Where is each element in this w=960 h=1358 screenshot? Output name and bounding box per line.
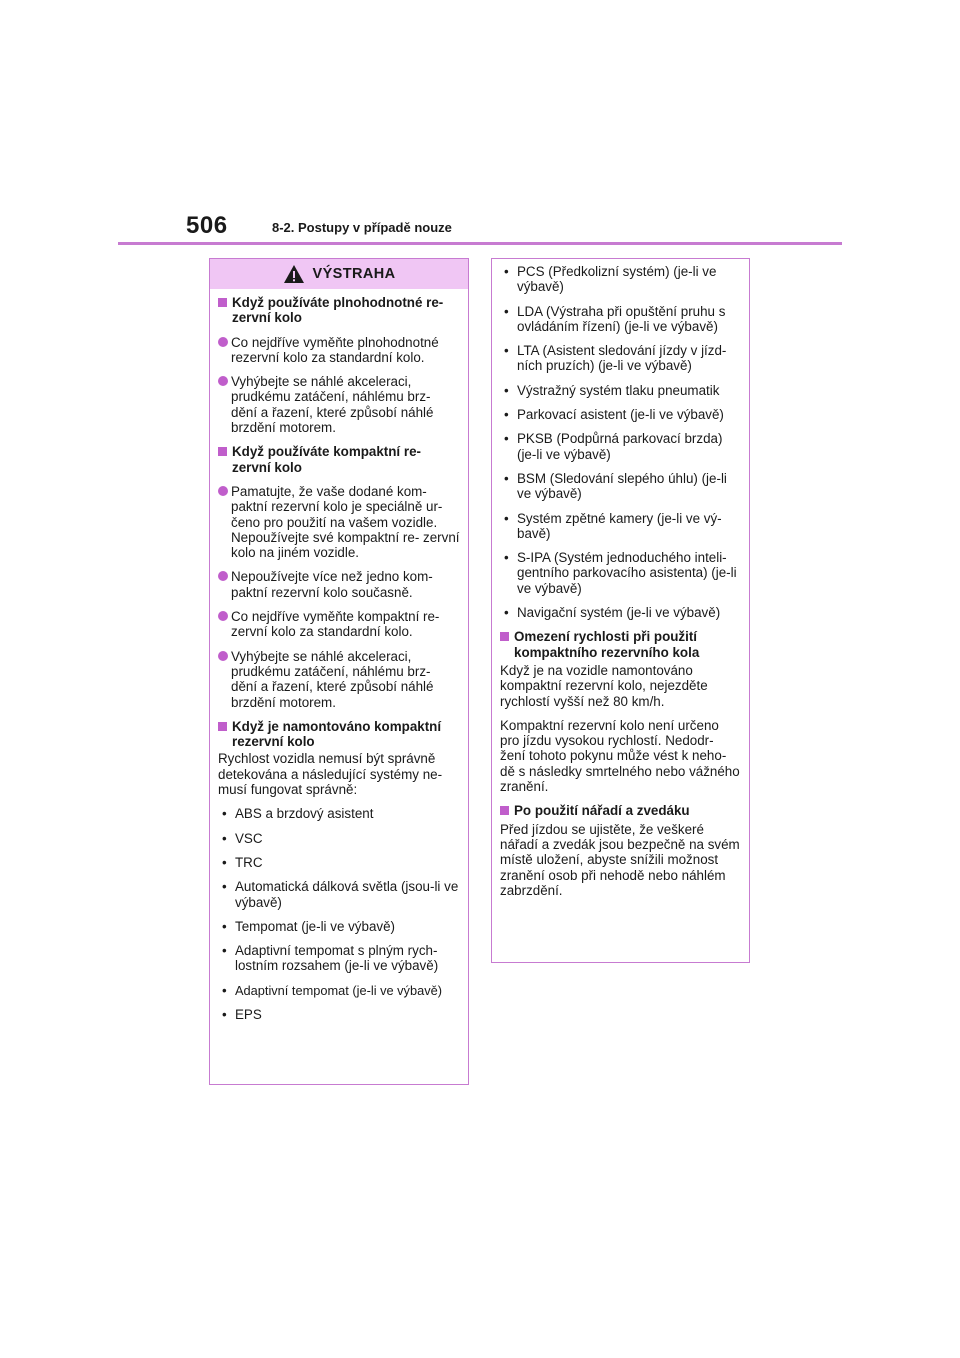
item-text: S-IPA (Systém jednoduchého inteli- gentního parkovacího asistenta) (je-li ve výbavě) — [517, 550, 737, 596]
section-heading — [218, 295, 460, 326]
item-text: Parkovací asistent (je-li ve výbavě) — [517, 407, 724, 423]
section-heading — [218, 719, 460, 750]
bullet-marker: • — [504, 605, 509, 621]
item-text: Navigační systém (je-li ve výbavě) — [517, 605, 721, 621]
heading-text: Když používáte plnohodnotné re- zervní kolo — [232, 295, 444, 326]
bullet-marker: • — [222, 982, 227, 998]
item-text: Systém zpětné kamery (je-li ve vý- bavě) — [517, 510, 722, 541]
bullet-marker: • — [222, 854, 227, 870]
bullet-marker: • — [222, 943, 227, 959]
bullet-marker: • — [504, 303, 509, 319]
bullet-marker: • — [504, 382, 509, 398]
bullet-marker: • — [222, 806, 227, 822]
system-list-item — [500, 550, 741, 596]
circle-marker-icon — [218, 486, 228, 496]
item-text: PKSB (Podpůrná parkovací brzda) (je-li ve výbavě) — [517, 431, 723, 462]
system-list-item — [218, 943, 460, 974]
warning-box — [209, 258, 469, 1085]
system-list-item — [500, 431, 741, 462]
warning-box-continued — [491, 258, 750, 963]
item-text: Automatická dálková světla (jsou-li ve výbavě) — [235, 879, 459, 910]
circle-marker-icon — [218, 337, 228, 347]
square-marker-icon — [218, 722, 227, 731]
item-text: EPS — [235, 1006, 262, 1022]
system-list-item — [500, 343, 741, 374]
bullet-marker: • — [504, 407, 509, 423]
right-content — [492, 259, 749, 898]
item-text: Vyhýbejte se náhlé akceleraci, prudkému zatáčení, náhlému brz- dění a řazení, které způsobí náhlé brzdění motorem. — [231, 374, 434, 436]
square-marker-icon — [218, 447, 227, 456]
system-list-item — [500, 383, 741, 398]
paragraph: Rychlost vozidla nemusí být správně detekována a následující systémy ne- musí fungovat správně: — [218, 751, 443, 798]
section-heading — [218, 444, 460, 475]
system-list-item — [218, 983, 460, 998]
item-text: LDA (Výstraha při opuštění pruhu s ovládáním řízení) (je-li ve výbavě) — [517, 303, 726, 334]
system-list-item — [218, 855, 460, 870]
bullet-marker: • — [504, 343, 509, 359]
bullet-marker: • — [504, 470, 509, 486]
system-list-item — [218, 831, 460, 846]
system-list-item — [218, 879, 460, 910]
warning-triangle-icon — [283, 264, 305, 284]
dot-list-item — [218, 374, 460, 435]
section-heading — [500, 629, 741, 660]
paragraph: Kompaktní rezervní kolo není určeno pro jízdu vysokou rychlostí. Nedodr- žení tohoto pokynu může vést k neho- dě s následky smrtelného nebo vážného zranění. — [500, 717, 740, 795]
item-text: Výstražný systém tlaku pneumatik — [517, 382, 720, 398]
warning-header — [210, 259, 468, 289]
item-text: Adaptivní tempomat (je-li ve výbavě) — [235, 982, 442, 998]
system-list-item — [500, 264, 741, 295]
item-text: VSC — [235, 830, 263, 846]
item-text: Vyhýbejte se náhlé akceleraci, prudkému zatáčení, náhlému brz- dění a řazení, které způsobí náhlé brzdění motorem. — [231, 648, 434, 710]
item-text: PCS (Předkolizní systém) (je-li ve výbavě) — [517, 264, 717, 295]
item-text: Tempomat (je-li ve výbavě) — [235, 918, 395, 934]
dot-list-item — [218, 609, 460, 640]
system-list-item — [500, 605, 741, 620]
left-content — [210, 289, 468, 1022]
section-title: 8-2. Postupy v případě nouze — [272, 220, 452, 235]
item-text: Pamatujte, že vaše dodané kom- paktní rezervní kolo je speciálně ur- čeno pro použití na vašem vozidle. Nepoužívejte své kompaktní re- zervní kolo na jiném vozidle. — [231, 483, 460, 561]
header-rule — [118, 242, 842, 245]
circle-marker-icon — [218, 651, 228, 661]
system-list-item — [500, 471, 741, 502]
circle-marker-icon — [218, 571, 228, 581]
item-text: Adaptivní tempomat s plným rych- lostním rozsahem (je-li ve výbavě) — [235, 943, 439, 974]
dot-list-item — [218, 569, 460, 600]
heading-text: Když používáte kompaktní re- zervní kolo — [232, 444, 421, 475]
heading-text: Když je namontováno kompaktní rezervní kolo — [232, 718, 442, 750]
dot-list-item — [218, 335, 460, 366]
bullet-marker: • — [504, 431, 509, 447]
system-list-item — [218, 1007, 460, 1022]
system-list-item — [500, 407, 741, 422]
system-list-item — [500, 511, 741, 542]
item-text: Nepoužívejte více než jedno kom- paktní rezervní kolo současně. — [231, 569, 433, 600]
paragraph: Když je na vozidle namontováno kompaktní rezervní kolo, nejezděte rychlostí vyšší než 80 km/h. — [500, 662, 708, 709]
bullet-marker: • — [504, 550, 509, 566]
system-list-item — [218, 919, 460, 934]
bullet-marker: • — [504, 264, 509, 279]
dot-list-item — [218, 649, 460, 710]
bullet-marker: • — [222, 918, 227, 934]
item-text: BSM (Sledování slepého úhlu) (je-li ve výbavě) — [517, 470, 727, 502]
bullet-marker: • — [504, 510, 509, 526]
circle-marker-icon — [218, 611, 228, 621]
page-number: 506 — [186, 212, 228, 239]
item-text: TRC — [235, 854, 263, 870]
system-list-item — [218, 806, 460, 821]
item-text: LTA (Asistent sledování jízdy v jízd- ních pruzích) (je-li ve výbavě) — [517, 343, 727, 374]
section-heading — [500, 803, 741, 818]
system-list-item — [500, 304, 741, 335]
paragraph: Před jízdou se ujistěte, že veškeré nářadí a zvedák jsou bezpečně na svém místě uložení, abyste snížili možnost zranění osob při nehodě nebo náhlém zabrzdění. — [500, 821, 740, 898]
item-text: Co nejdříve vyměňte plnohodnotné rezervní kolo za standardní kolo. — [231, 334, 439, 365]
heading-text: Po použití nářadí a zvedáku — [514, 803, 690, 819]
square-marker-icon — [500, 806, 509, 815]
square-marker-icon — [500, 632, 509, 641]
circle-marker-icon — [218, 376, 228, 386]
bullet-marker: • — [222, 830, 227, 846]
item-text: Co nejdříve vyměňte kompaktní re- zervní kolo za standardní kolo. — [231, 609, 440, 640]
square-marker-icon — [218, 298, 227, 307]
item-text: ABS a brzdový asistent — [235, 806, 374, 822]
bullet-marker: • — [222, 1006, 227, 1022]
warning-title: VÝSTRAHA — [312, 266, 396, 282]
dot-list-item — [218, 484, 460, 560]
bullet-marker: • — [222, 879, 227, 895]
heading-text: Omezení rychlosti při použití kompaktního rezervního kola — [514, 629, 700, 660]
